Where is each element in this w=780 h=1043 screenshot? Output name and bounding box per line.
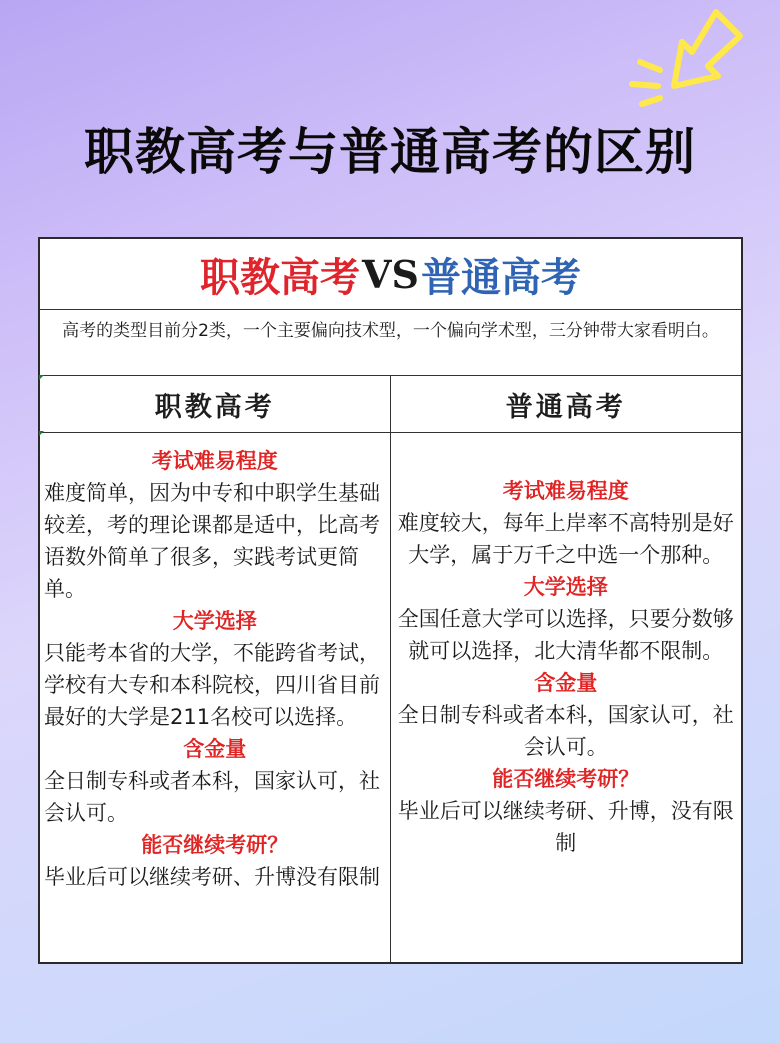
section-title: 大学选择 bbox=[523, 574, 608, 599]
vs-label: VS bbox=[362, 251, 419, 297]
section-text: 难度较大，每年上岸率不高特别是好大学，属于万千之中选一个那种。 bbox=[397, 511, 734, 567]
section-title: 大学选择 bbox=[172, 608, 257, 633]
comparison-table bbox=[38, 237, 743, 964]
column-heading: 普通高考 bbox=[391, 376, 742, 433]
corner-mark bbox=[39, 375, 44, 380]
section-text: 只能考本省的大学，不能跨省考试，学校有大专和本科院校，四川省目前最好的大学是211名校可以选择。 bbox=[44, 641, 380, 729]
vs-left-label: 职教高考 bbox=[200, 253, 361, 301]
general-column bbox=[391, 376, 742, 963]
columns bbox=[40, 376, 741, 963]
section-title: 含金量 bbox=[534, 670, 598, 695]
section-text: 全日制专科或者本科，国家认可，社会认可。 bbox=[44, 769, 380, 825]
section-title: 能否继续考研？ bbox=[141, 832, 289, 857]
section-text: 毕业后可以继续考研、升博没有限制 bbox=[44, 865, 380, 889]
section-text: 毕业后可以继续考研、升博，没有限制 bbox=[397, 799, 734, 855]
column-heading: 职教高考 bbox=[40, 376, 390, 433]
section-text: 全国任意大学可以选择，只要分数够就可以选择，北大清华都不限制。 bbox=[397, 607, 734, 663]
section-text: 全日制专科或者本科，国家认可，社会认可。 bbox=[397, 703, 734, 759]
vs-right-label: 普通高考 bbox=[420, 253, 581, 301]
intro-text: 高考的类型目前分2类，一个主要偏向技术型，一个偏向学术型，三分钟带大家看明白。 bbox=[40, 310, 741, 376]
vs-header bbox=[40, 239, 741, 310]
column-body bbox=[40, 433, 390, 893]
page-title: 职教高考与普通高考的区别 bbox=[84, 123, 696, 181]
section-title: 能否继续考研？ bbox=[492, 766, 640, 791]
column-body bbox=[391, 433, 742, 859]
corner-mark bbox=[39, 431, 44, 436]
arrow-down-left-icon bbox=[612, 0, 762, 110]
section-title: 含金量 bbox=[183, 736, 247, 761]
section-text: 难度简单，因为中专和中职学生基础较差，考的理论课都是适中，比高考语数外简单了很多，实践考试更简单。 bbox=[44, 481, 380, 601]
section-title: 考试难易程度 bbox=[502, 478, 629, 503]
vocational-column bbox=[40, 376, 391, 963]
section-title: 考试难易程度 bbox=[151, 448, 278, 473]
